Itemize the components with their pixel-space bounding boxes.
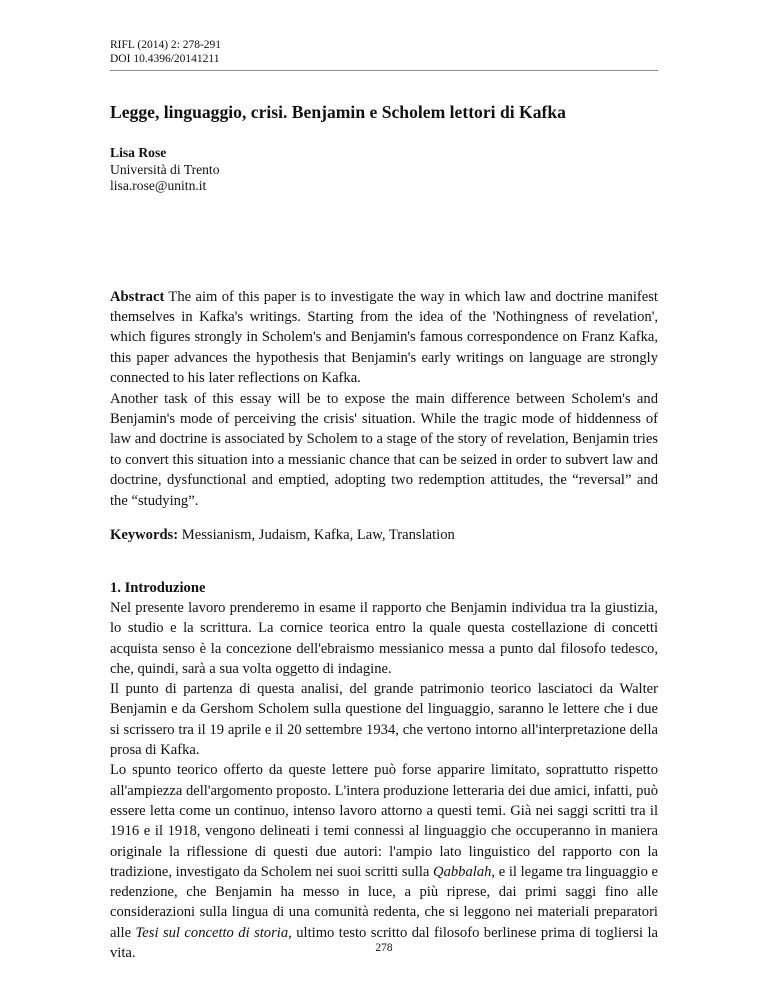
body-text-segment: , e il legame tra linguaggio e redenzione, che Benjamin ha messo in luce, a più riprese, dai primi saggi fino alle considerazioni sulla lingua di una comunità redenta, che si leggono nei materiali preparatori alle	[110, 863, 658, 941]
section-body	[110, 598, 658, 963]
author-email: lisa.rose@unitn.it	[110, 178, 207, 193]
running-header	[110, 38, 658, 66]
abstract-label: Abstract	[110, 288, 165, 305]
page-number: 278	[375, 942, 393, 954]
body-paragraph: Il punto di partenza di questa analisi, del grande patrimonio teorico lasciatoci da Walter Benjamin e da Gershom Scholem sulla questione del linguaggio, saranno le lettere che i due si scrissero tra il 19 aprile e il 20 settembre 1934, che vertono intorno all'interpretazione della prosa di Kafka.	[110, 681, 658, 759]
keywords-values: Messianism, Judaism, Kafka, Law, Translation	[178, 526, 455, 543]
keywords-label: Keywords:	[110, 526, 179, 543]
italic-title-tesi: Tesi sul concetto di storia	[135, 924, 289, 941]
paper-title: Legge, linguaggio, crisi. Benjamin e Scholem lettori di Kafka	[110, 102, 566, 122]
abstract-text-1: The aim of this paper is to investigate the way in which law and doctrine manifest themselves in Kafka's writings. Starting from the idea of the 'Nothingness of revelation', which figures strongly in Scholem's and Benjamin's famous correspondence on Franz Kafka, this paper advances the hypothesis that Benjamin's early writings on language are strongly connected to his later reflections on Kafka.	[110, 288, 658, 387]
author-affiliation: Università di Trento	[110, 161, 220, 177]
abstract	[110, 287, 658, 511]
keywords	[110, 525, 658, 545]
body-text-segment: Lo spunto teorico offerto da queste lettere può forse apparire limitato, soprattutto rispetto all'ampiezza dell'argomento proposto. L'intera produzione letteraria dei due amici, infatti, può essere letta come un continuo, intenso lavoro attorno a questi temi. Già nei saggi scritti tra il 1916 e il 1918, vengono delineati i temi connessi al linguaggio che occuperanno in maniera originale la riflessione di questi due autori: l'ampio lato linguistico del rapporto con la tradizione, investigato da Scholem nei suoi scritti sulla	[110, 762, 658, 880]
doi: DOI 10.4396/20141211	[110, 53, 220, 65]
abstract-paragraph: Another task of this essay will be to expose the main difference between Scholem's and Benjamin's mode of perceiving the crisis' situation. While the tragic mode of hiddenness of law and doctrine is associated by Scholem to a stage of the story of revelation, Benjamin tries to convert this situation into a messianic chance that can be seized in order to subvert law and doctrine, dysfunctional and emptied, adopting two redemption attitudes, the “reversal” and the “studying”.	[110, 390, 658, 509]
author-name: Lisa Rose	[110, 145, 167, 160]
abstract-paragraph	[110, 287, 658, 389]
body-paragraph: Nel presente lavoro prenderemo in esame il rapporto che Benjamin individua tra la giustizia, lo studio e la scrittura. La cornice teorica entro la quale questa costellazione di concetti acquista senso è la concezione dell'ebraismo messianico messa a punto dal filosofo tedesco, che, quindi, sarà a sua volta oggetto di indagine.	[110, 599, 658, 677]
body-paragraph	[110, 760, 658, 963]
body-text-segment: , ultimo testo scritto dal filosofo berlinese prima di togliersi la vita.	[110, 924, 658, 962]
header-divider	[110, 70, 658, 71]
journal-citation: RIFL (2014) 2: 278-291	[110, 39, 222, 51]
paper-page	[110, 38, 658, 963]
author-block	[110, 145, 658, 195]
section-heading: 1. Introduzione	[110, 579, 206, 596]
italic-title-qabbalah: Qabbalah	[433, 863, 492, 880]
